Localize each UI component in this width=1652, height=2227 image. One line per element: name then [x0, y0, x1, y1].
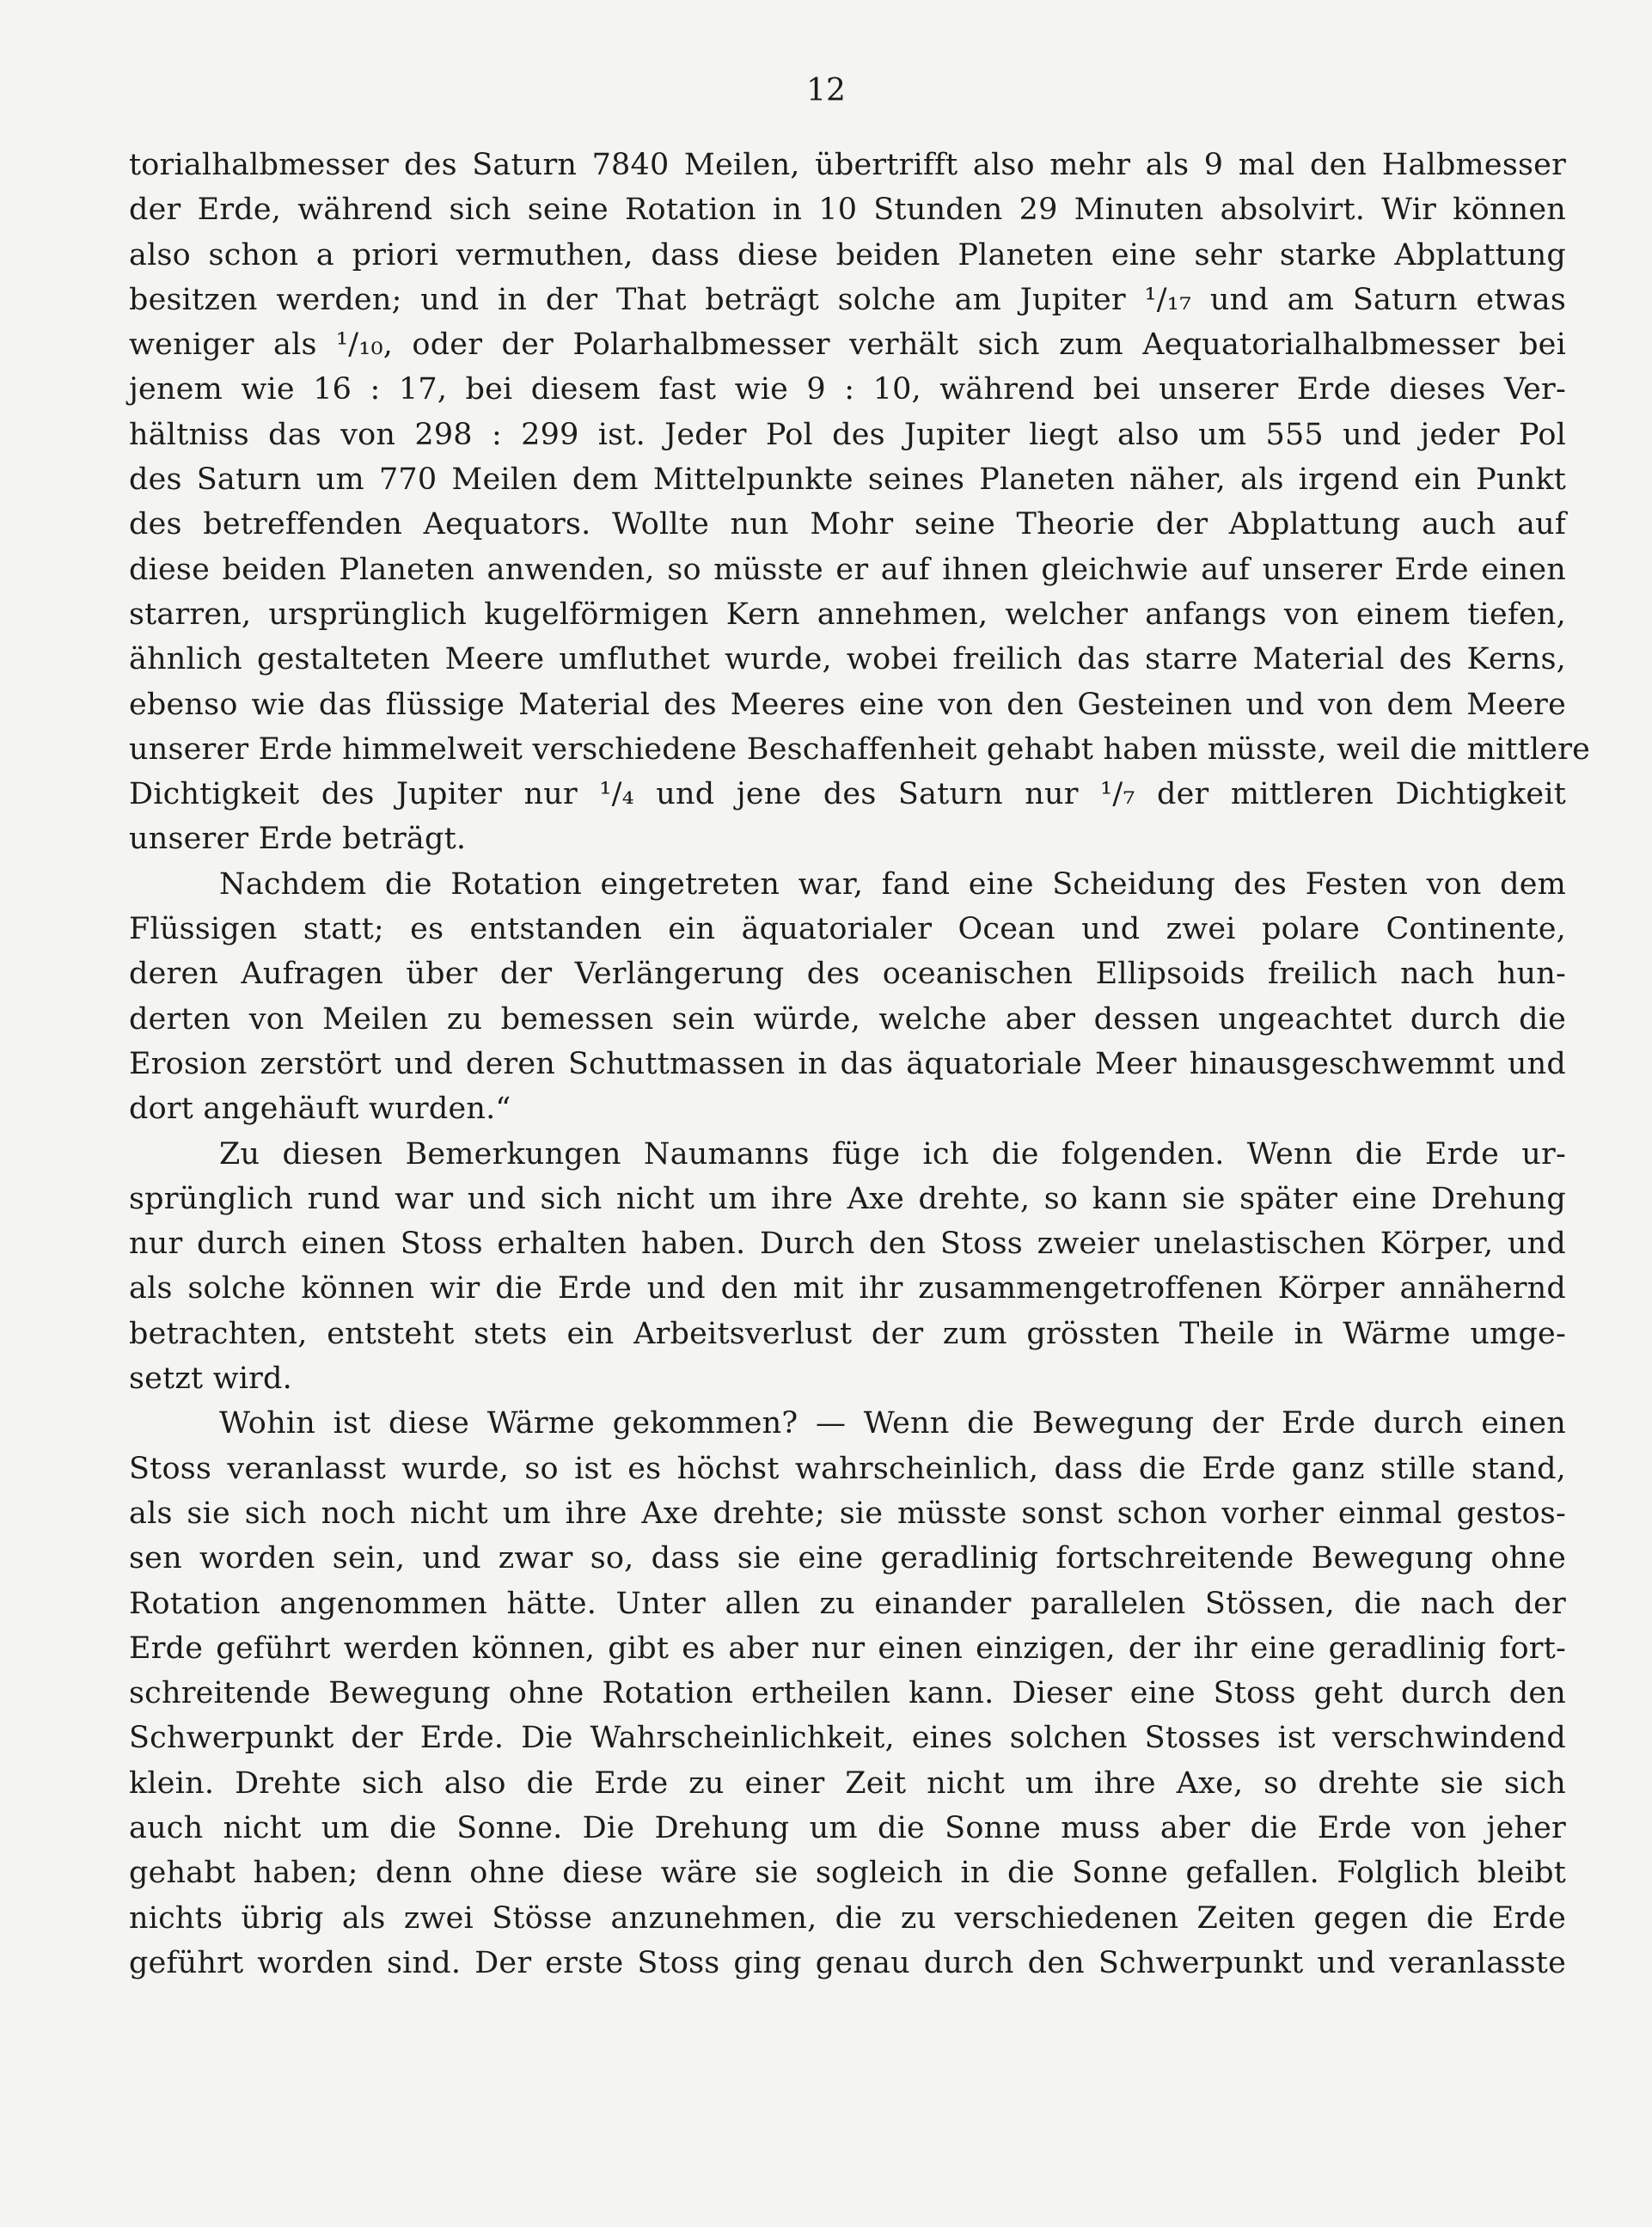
text-line: schreitende Bewegung ohne Rotation ertheilen kann. Dieser eine Stoss geht durch den	[129, 1676, 1566, 1711]
text-line: des Saturn um 770 Meilen dem Mittelpunkte seines Planeten näher, als irgend ein Punkt	[129, 462, 1566, 498]
text-line: Dichtigkeit des Jupiter nur ¹/₄ und jene des Saturn nur ¹/₇ der mittleren Dichtigkeit	[129, 777, 1566, 812]
text-line: betrachten, entsteht stets ein Arbeitsverlust der zum grössten Theile in Wärme umge-	[129, 1316, 1566, 1351]
text-line: Flüssigen statt; es entstanden ein äquatorialer Ocean und zwei polare Continente,	[129, 912, 1566, 947]
text-line: als solche können wir die Erde und den mit ihr zusammengetroffenen Körper annähernd	[129, 1271, 1566, 1306]
text-line: Erde geführt werden können, gibt es aber nur einen einzigen, der ihr eine geradlinig fort-	[129, 1630, 1566, 1666]
text-line: unserer Erde himmelweit verschiedene Beschaffenheit gehabt haben müsste, weil die mittlere	[129, 731, 1591, 767]
text-line: sprünglich rund war und sich nicht um ihre Axe drehte, so kann sie später eine Drehung	[129, 1181, 1566, 1216]
text-line: weniger als ¹/₁₀, oder der Polarhalbmesser verhält sich zum Aequatorialhalbmesser bei	[129, 327, 1566, 363]
text-line: Schwerpunkt der Erde. Die Wahrscheinlichkeit, eines solchen Stosses ist verschwindend	[129, 1721, 1566, 1756]
page-number: 12	[806, 73, 846, 108]
text-line: gehabt haben; denn ohne diese wäre sie sogleich in die Sonne gefallen. Folglich bleibt	[129, 1856, 1566, 1891]
text-line: Rotation angenommen hätte. Unter allen zu einander parallelen Stössen, die nach der	[129, 1586, 1566, 1621]
text-line: nur durch einen Stoss erhalten haben. Durch den Stoss zweier unelastischen Körper, und	[129, 1227, 1566, 1262]
text-line: derten von Meilen zu bemessen sein würde, welche aber dessen ungeachtet durch die	[129, 1001, 1566, 1037]
text-line: ähnlich gestalteten Meere umfluthet wurde, wobei freilich das starre Material des Kerns,	[129, 642, 1566, 677]
text-line: deren Aufragen über der Verlängerung des oceanischen Ellipsoids freilich nach hun-	[129, 957, 1566, 992]
text-line: Wohin ist diese Wärme gekommen? — Wenn die Bewegung der Erde durch einen	[219, 1406, 1566, 1441]
text-line: setzt wird.	[129, 1361, 292, 1397]
text-line: auch nicht um die Sonne. Die Drehung um die Sonne muss aber die Erde von jeher	[129, 1810, 1566, 1845]
text-line: hältniss das von 298 : 299 ist. Jeder Pol des Jupiter liegt also um 555 und jeder Pol	[129, 417, 1566, 452]
text-line: Stoss veranlasst wurde, so ist es höchst wahrscheinlich, dass die Erde ganz stille stand,	[129, 1451, 1566, 1486]
body-text	[129, 143, 1591, 1985]
text-line: unserer Erde beträgt.	[129, 822, 467, 857]
text-line: diese beiden Planeten anwenden, so müsste er auf ihnen gleichwie auf unserer Erde einen	[129, 552, 1566, 587]
text-line: des betreffenden Aequators. Wollte nun Mohr seine Theorie der Abplattung auch auf	[129, 507, 1566, 542]
text-line: sen worden sein, und zwar so, dass sie eine geradlinig fortschreitende Bewegung ohne	[129, 1541, 1566, 1576]
text-line: als sie sich noch nicht um ihre Axe drehte; sie müsste sonst schon vorher einmal gestos-	[129, 1496, 1566, 1531]
text-line: dort angehäuft wurden.“	[129, 1092, 511, 1127]
text-line: jenem wie 16 : 17, bei diesem fast wie 9 : 10, während bei unserer Erde dieses Ver-	[129, 372, 1566, 407]
text-line: also schon a priori vermuthen, dass diese beiden Planeten eine sehr starke Abplattung	[129, 237, 1566, 272]
text-line: ebenso wie das flüssige Material des Meeres eine von den Gesteinen und von dem Meere	[129, 687, 1566, 722]
text-line: nichts übrig als zwei Stösse anzunehmen, die zu verschiedenen Zeiten gegen die Erde	[129, 1900, 1566, 1936]
text-line: torialhalbmesser des Saturn 7840 Meilen, übertrifft also mehr als 9 mal den Halbmesser	[129, 148, 1566, 182]
text-line: Zu diesen Bemerkungen Naumanns füge ich die folgenden. Wenn die Erde ur-	[219, 1136, 1566, 1172]
text-line: starren, ursprünglich kugelförmigen Kern annehmen, welcher anfangs von einem tiefen,	[129, 597, 1566, 632]
text-line: geführt worden sind. Der erste Stoss ging genau durch den Schwerpunkt und veranlasste	[129, 1945, 1566, 1980]
text-line: klein. Drehte sich also die Erde zu einer Zeit nicht um ihre Axe, so drehte sie sich	[129, 1765, 1566, 1801]
text-line: Nachdem die Rotation eingetreten war, fand eine Scheidung des Festen von dem	[219, 866, 1566, 902]
text-line: Erosion zerstört und deren Schuttmassen in das äquatoriale Meer hinausgeschwemmt und	[129, 1046, 1566, 1081]
text-line: der Erde, während sich seine Rotation in 10 Stunden 29 Minuten absolvirt. Wir können	[129, 193, 1566, 228]
text-line: besitzen werden; und in der That beträgt solche am Jupiter ¹/₁₇ und am Saturn etwas	[129, 282, 1566, 317]
